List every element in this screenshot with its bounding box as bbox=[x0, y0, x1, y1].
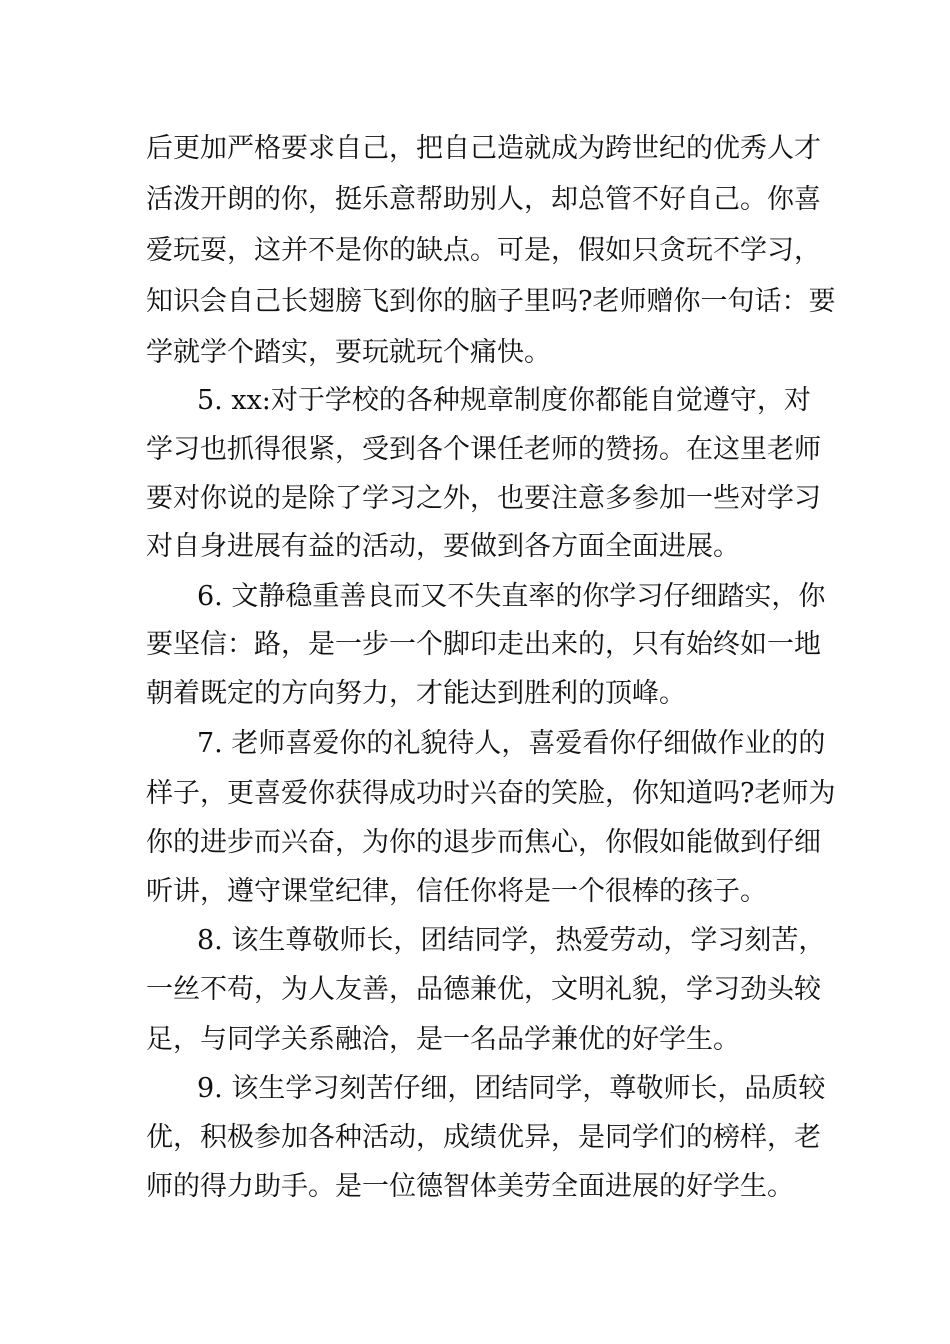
text-line: 师的得力助手。是一位德智体美劳全面进展的好学生。 bbox=[146, 1171, 794, 1202]
text-line: 要对你说的是除了学习之外，也要注意多参加一些对学习 bbox=[146, 483, 821, 514]
text-line: 学习也抓得很紧，受到各个课任老师的赞扬。在这里老师 bbox=[146, 434, 821, 465]
text-line: 后更加严格要求自己，把自己造就成为跨世纪的优秀人才 bbox=[146, 133, 821, 164]
text-line: 活泼开朗的你，挺乐意帮助别人，却总管不好自己。你喜 bbox=[146, 184, 821, 215]
text-line: 爱玩耍，这并不是你的缺点。可是，假如只贪玩不学习， bbox=[146, 235, 821, 266]
text-line: 知识会自己长翅膀飞到你的脑子里吗?老师赠你一句话：要 bbox=[146, 286, 836, 317]
text-line: 样子，更喜爱你获得成功时兴奋的笑脸，你知道吗?老师为 bbox=[146, 778, 836, 809]
text-line: 你的进步而兴奋，为你的退步而焦心，你假如能做到仔细 bbox=[146, 827, 821, 858]
text-line: 足，与同学关系融洽，是一名品学兼优的好学生。 bbox=[146, 1024, 740, 1055]
paragraph-6-first-line: 6. 文静稳重善良而又不失直率的你学习仔细踏实，你 bbox=[197, 581, 826, 612]
paragraph-9-first-line: 9. 该生学习刻苦仔细，团结同学，尊敬师长，品质较 bbox=[197, 1073, 826, 1104]
text-line: 对自身进展有益的活动，要做到各方面全面进展。 bbox=[146, 531, 740, 562]
text-line: 朝着既定的方向努力，才能达到胜利的顶峰。 bbox=[146, 678, 686, 709]
text-line: 一丝不苟，为人友善，品德兼优，文明礼貌，学习劲头较 bbox=[146, 974, 821, 1005]
text-line: 听讲，遵守课堂纪律，信任你将是一个很棒的孩子。 bbox=[146, 876, 767, 907]
paragraph-7-first-line: 7. 老师喜爱你的礼貌待人，喜爱看你仔细做作业的的 bbox=[197, 728, 826, 759]
text-line: 优，积极参加各种活动，成绩优异，是同学们的榜样，老 bbox=[146, 1122, 821, 1153]
paragraph-8-first-line: 8. 该生尊敬师长，团结同学，热爱劳动，学习刻苦， bbox=[197, 925, 826, 956]
text-line: 要坚信：路，是一步一个脚印走出来的，只有始终如一地 bbox=[146, 629, 821, 660]
paragraph-5-first-line: 5. xx:对于学校的各种规章制度你都能自觉遵守，对 bbox=[197, 385, 811, 416]
text-line: 学就学个踏实，要玩就玩个痛快。 bbox=[146, 337, 551, 368]
